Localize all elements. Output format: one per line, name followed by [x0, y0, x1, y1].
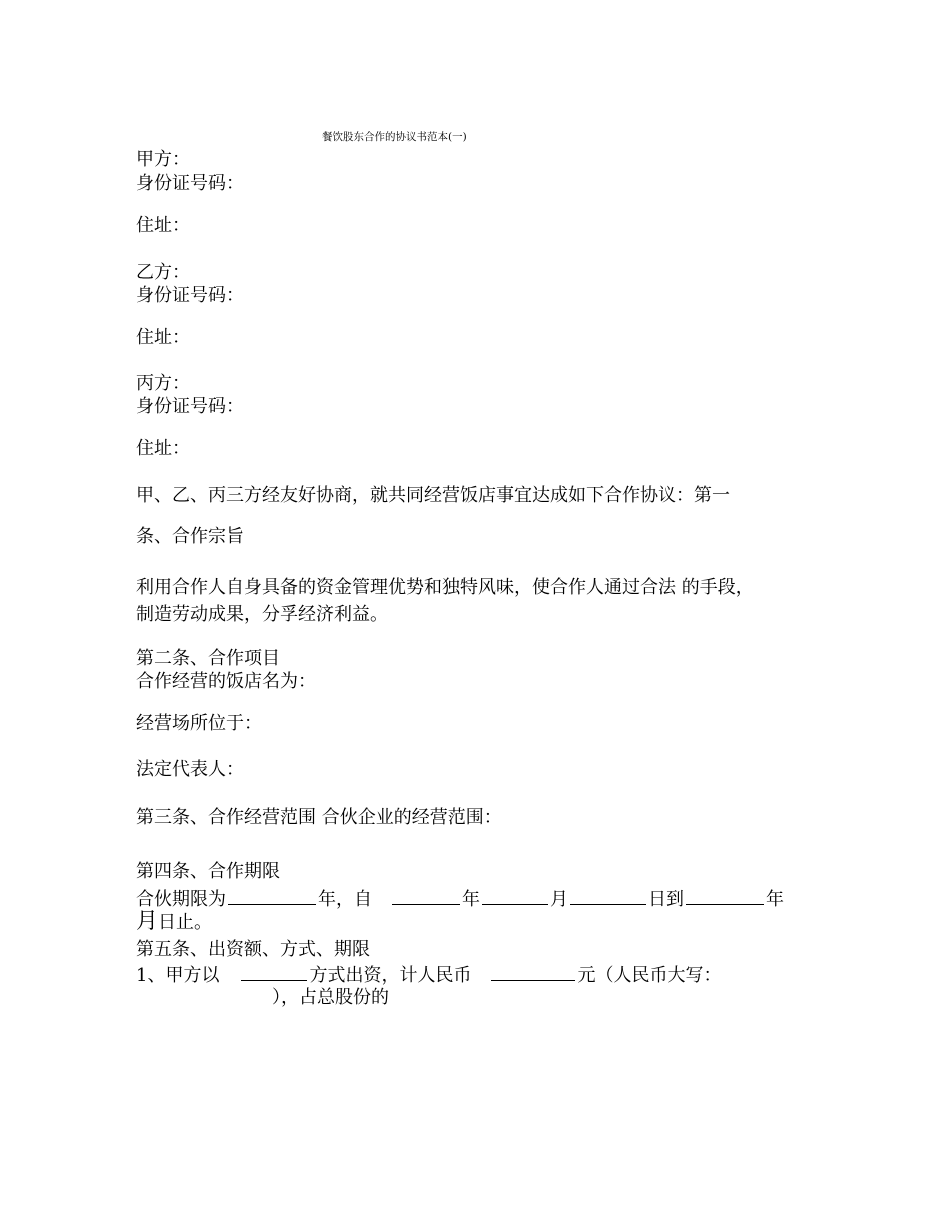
legal-representative-label: 法定代表人：	[136, 759, 244, 780]
document-title: 餐饮股东合作的协议书范本(一)	[322, 131, 467, 143]
term-end-line	[136, 910, 212, 935]
article-3-scope: 第三条、合作经营范围 合伙企业的经营范围：	[136, 807, 502, 828]
party-c-address-label: 住址：	[136, 438, 190, 459]
party-b-id-label: 身份证号码：	[136, 285, 244, 306]
article-1-title: 条、合作宗旨	[136, 526, 244, 547]
term-prefix: 合伙期限为	[136, 889, 226, 910]
article-4-title: 第四条、合作期限	[136, 861, 280, 882]
party-a-id-label: 身份证号码：	[136, 173, 244, 194]
party-b-label: 乙方：	[136, 262, 190, 283]
contribution-share-label: ），占总股份的	[272, 987, 389, 1008]
restaurant-name-label: 合作经营的饭店名为：	[136, 671, 316, 692]
term-end-label: 日止。	[158, 912, 213, 933]
contribution-method-blank	[241, 962, 307, 981]
start-month-blank	[482, 886, 548, 905]
intro-paragraph: 甲、乙、丙三方经友好协商，就共同经营饭店事宜达成如下合作协议：第一	[136, 485, 730, 506]
party-a-label: 甲方：	[136, 149, 190, 170]
start-year-blank	[392, 886, 460, 905]
article-5-title: 第五条、出资额、方式、期限	[136, 939, 370, 960]
start-month-label: 月	[550, 889, 568, 910]
term-line	[136, 886, 784, 912]
party-b-address-label: 住址：	[136, 327, 190, 348]
contribution-amount-label: 元（人民币大写：	[577, 965, 722, 986]
end-year-label: 年	[766, 889, 784, 910]
party-c-label: 丙方：	[136, 373, 190, 394]
party-a-address-label: 住址：	[136, 215, 190, 236]
party-c-id-label: 身份证号码：	[136, 396, 244, 417]
contribution-amount-blank	[491, 962, 575, 981]
end-year-blank	[686, 886, 764, 905]
term-years-blank	[228, 886, 316, 905]
contribution-line-1	[136, 962, 721, 988]
article-2-title: 第二条、合作项目	[136, 648, 280, 669]
start-day-blank	[570, 886, 646, 905]
end-month-label: 月	[136, 909, 159, 934]
contribution-method-label: 方式出资，计人民币	[309, 965, 472, 986]
article-1-body-line-1: 利用合作人自身具备的资金管理优势和独特风味，使合作人通过合法 的手段，	[136, 577, 754, 598]
location-label: 经营场所位于：	[136, 713, 262, 734]
party-a-contribution-prefix: 1、甲方以	[136, 965, 220, 986]
article-1-body-line-2: 制造劳动成果，分孚经济利益。	[136, 604, 388, 625]
start-year-label: 年	[462, 889, 480, 910]
term-year-suffix: 年，自	[318, 889, 372, 910]
start-day-to-label: 日到	[648, 889, 684, 910]
